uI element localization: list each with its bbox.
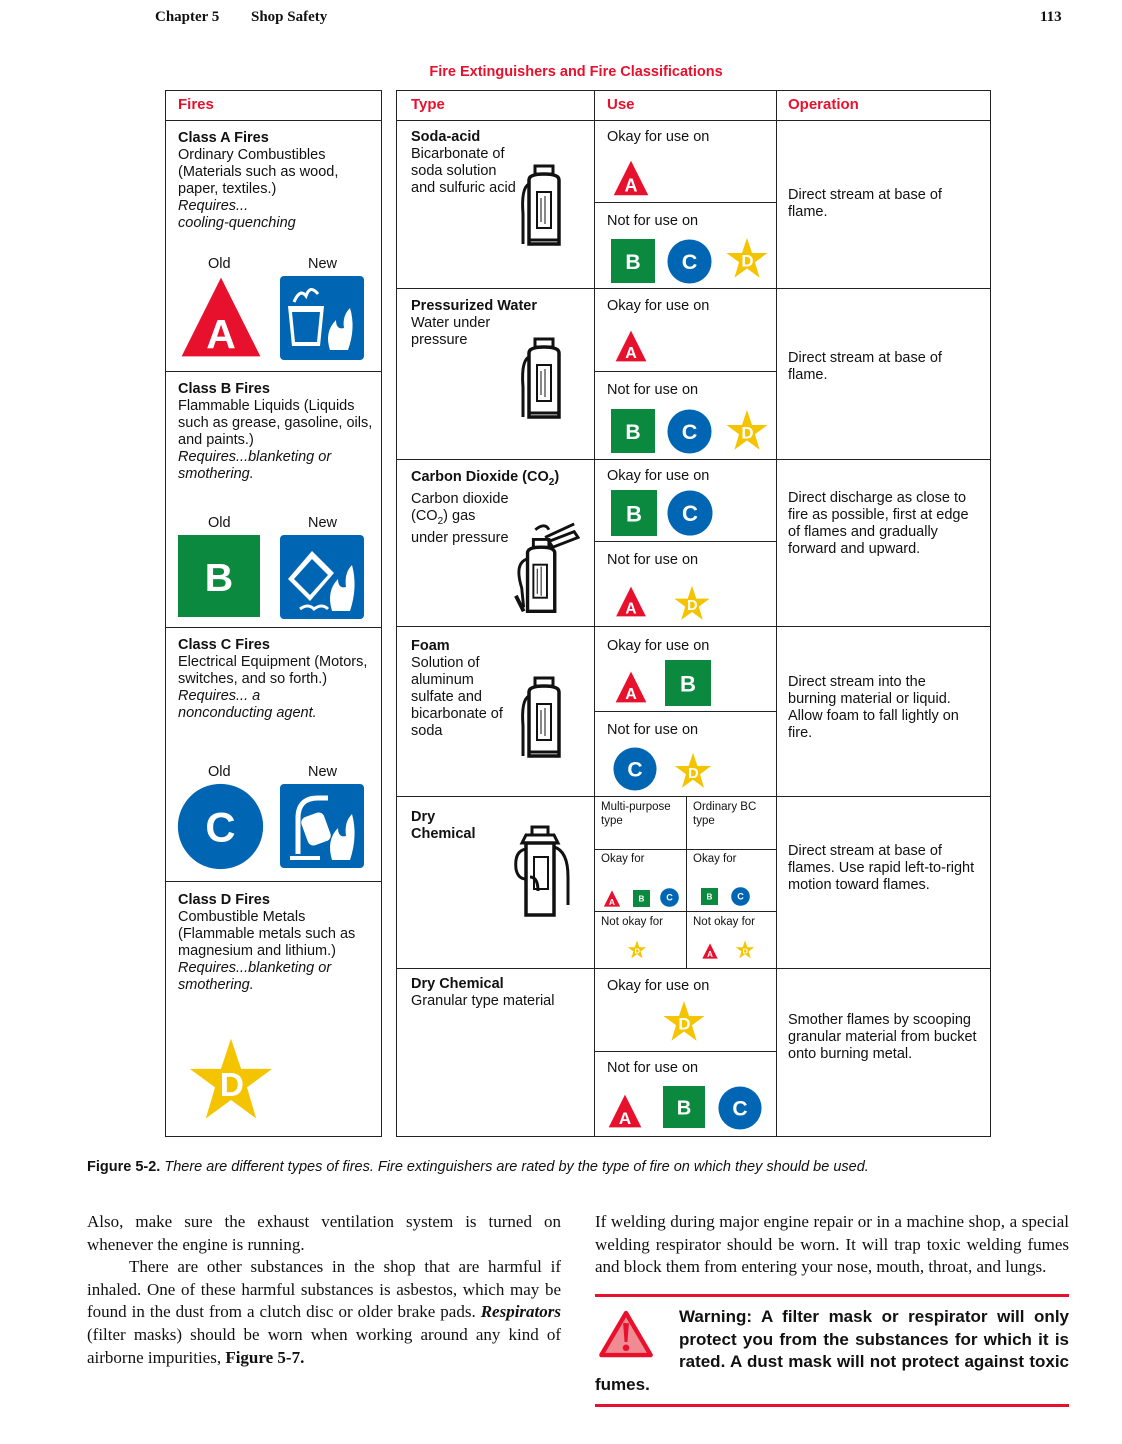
multi-not-d [627,940,647,959]
class-b-new-pictogram-icon [280,535,364,619]
water-not-c [667,409,712,454]
multi-okay-b [633,890,650,907]
granular-not-c [718,1086,762,1130]
ordinary-not-okay-label: Not okay for [693,916,755,928]
class-b-new-label: New [308,515,338,531]
granular-okay-d [662,1000,706,1042]
co2-okay-b [611,490,657,536]
figure-title: Fire Extinguishers and Fire Classifications [429,64,723,80]
class-b-name: Class B Fires [178,381,270,397]
class-a-requires: Requires... cooling-quenching [178,198,296,231]
water-okay-label: Okay for use on [607,298,710,314]
foam-desc: Solution of aluminum sulfate and bicarbonate of soda [411,655,503,739]
class-c-name: Class C Fires [178,637,270,653]
body-left-column [87,1211,561,1369]
class-c-requires: Requires... a nonconducting agent. [178,688,317,721]
class-d-symbol [188,1037,274,1121]
body-right-column [595,1211,1069,1279]
co2-okay-label: Okay for use on [607,468,710,484]
class-c-new-label: New [308,764,338,780]
fires-column-header: Fires [178,96,214,113]
ordinary-okay-b [701,888,718,905]
ordinary-not-a [701,943,719,959]
soda-acid-okay-label: Okay for use on [607,129,710,145]
dry-chemical-extinguisher-icon [512,820,572,922]
granular-okay-label: Okay for use on [607,978,710,994]
water-desc: Water under pressure [411,315,491,348]
use-column-header: Use [607,96,635,113]
granular-desc: Granular type material [411,993,555,1009]
class-c-block [178,637,373,722]
water-not-b [611,409,655,453]
water-extinguisher-icon [518,325,570,425]
soda-acid-extinguisher-icon [518,152,570,252]
warning-top-rule [595,1294,1069,1297]
operation-column-header: Operation [788,96,859,113]
water-name: Pressurized Water [411,298,537,314]
ordinary-okay-c [731,887,750,906]
figure-caption [87,1159,1077,1175]
co2-extinguisher-icon [512,490,580,618]
paragraph-2: There are other substances in the shop that are harmful if inhaled. One of these harmful substances is asbestos, which may be found in the dust from a clutch disc or older brake pads. Respirators (filter masks) should be worn when working around any kind of airborne impurities, Figure 5-7. [87,1257,561,1367]
co2-okay-c [667,490,713,536]
figure-reference: Figure 5-7. [225,1347,305,1367]
multi-purpose-label: Multi-purpose type [601,801,671,827]
soda-acid-okay-a [610,160,652,196]
granular-not-b [662,1086,706,1128]
water-not-d [725,409,769,451]
soda-acid-type [411,129,521,197]
class-d-block [178,892,373,994]
respirators-term: Respirators [480,1302,561,1322]
class-a-old-symbol [178,276,264,358]
foam-name: Foam [411,638,450,654]
class-d-name: Class D Fires [178,892,270,908]
class-c-desc: Electrical Equipment (Motors, switches, and so forth.) [178,654,368,687]
granular-operation: Smother flames by scooping granular material from bucket onto burning metal. [788,1012,977,1062]
foam-extinguisher-icon [518,664,570,764]
multi-not-okay-label: Not okay for [601,916,663,928]
foam-type [411,638,521,740]
soda-acid-desc: Bicarbonate of soda solution and sulfuric acid [411,146,516,196]
caption-label: Figure 5-2. [87,1159,161,1175]
class-a-name: Class A Fires [178,130,269,146]
multi-okay-c [660,888,679,907]
class-c-old-label: Old [208,764,231,780]
water-operation: Direct stream at base of flame. [788,350,942,383]
class-d-desc: Combustible Metals (Flammable metals such as magnesium and lithium.) [178,909,356,959]
multi-okay-a [602,890,622,907]
ordinary-bc-label: Ordinary BC type [693,801,757,827]
class-a-new-pictogram-icon [280,276,364,360]
caption-text: There are different types of fires. Fire extinguishers are rated by the type of fire on which they should be used. [160,1159,869,1175]
paragraph-2-continued: If welding during major engine repair or in a machine shop, a special welding respirator should be worn. It will trap toxic welding fumes and block them from entering your nose, mouth, throat, and lungs. [595,1212,1069,1277]
paragraph-1: Also, make sure the exhaust ventilation system is turned on whenever the engine is running. [87,1212,561,1254]
co2-not-d [673,585,711,621]
granular-name: Dry Chemical [411,976,504,992]
chapter-label: Chapter 5 [155,9,220,25]
class-b-desc: Flammable Liquids (Liquids such as grease, gasoline, oils, and paints.) [178,398,373,448]
class-b-requires: Requires...blanketing or smothering. [178,449,332,482]
page-number: 113 [1040,9,1062,25]
type-column-header: Type [411,96,445,113]
class-c-old-symbol [177,783,264,870]
foam-not-label: Not for use on [607,722,699,738]
class-b-old-symbol [178,535,260,617]
multi-okay-for-label: Okay for [601,853,645,865]
class-c-new-pictogram-icon [280,784,364,868]
class-a-block [178,130,373,232]
ordinary-not-d [735,940,755,959]
co2-desc: Carbon dioxide $(CO_2)$ gas under pressure [411,490,509,546]
foam-not-d [673,752,713,789]
soda-acid-not-d [725,237,769,279]
co2-not-a [612,586,650,617]
co2-operation: Direct discharge as close to fire as possible, first at edge of flames and gradually forward and upward. [788,490,969,557]
dry-chemical-name: Dry Chemical [411,809,476,842]
class-a-desc: Ordinary Combustibles (Materials such as wood, paper, textiles.) [178,147,339,197]
co2-not-label: Not for use on [607,552,699,568]
ordinary-okay-for-label: Okay for [693,853,737,865]
soda-acid-not-c [667,239,712,284]
foam-not-c [613,747,657,791]
warning-bottom-rule [595,1404,1069,1407]
class-b-old-label: Old [208,515,231,531]
soda-acid-not-b [611,239,655,283]
foam-okay-b [665,660,711,706]
granular-not-a [604,1094,646,1128]
granular-type [411,976,591,1010]
water-not-label: Not for use on [607,382,699,398]
water-okay-a [611,330,651,362]
foam-okay-a [612,671,650,703]
soda-acid-operation: Direct stream at base of flame. [788,187,942,220]
foam-operation: Direct stream into the burning material or liquid. Allow foam to fall lightly on fire. [788,674,959,741]
class-b-block [178,381,373,483]
warning-text: Warning: A filter mask or respirator will only protect you from the substances for which it is rated. A dust mask will not protect against toxic fumes. [595,1307,1069,1394]
class-a-old-label: Old [208,256,231,272]
class-d-requires: Requires...blanketing or smothering. [178,960,332,993]
foam-okay-label: Okay for use on [607,638,710,654]
granular-not-label: Not for use on [607,1060,699,1076]
soda-acid-not-label: Not for use on [607,213,699,229]
co2-name: Carbon Dioxide $(CO_2)$ [411,469,560,488]
class-a-new-label: New [308,256,338,272]
soda-acid-name: Soda-acid [411,129,481,145]
section-label: Shop Safety [251,9,328,25]
dry-chemical-operation: Direct stream at base of flames. Use rapid left-to-right motion toward flames. [788,843,975,893]
